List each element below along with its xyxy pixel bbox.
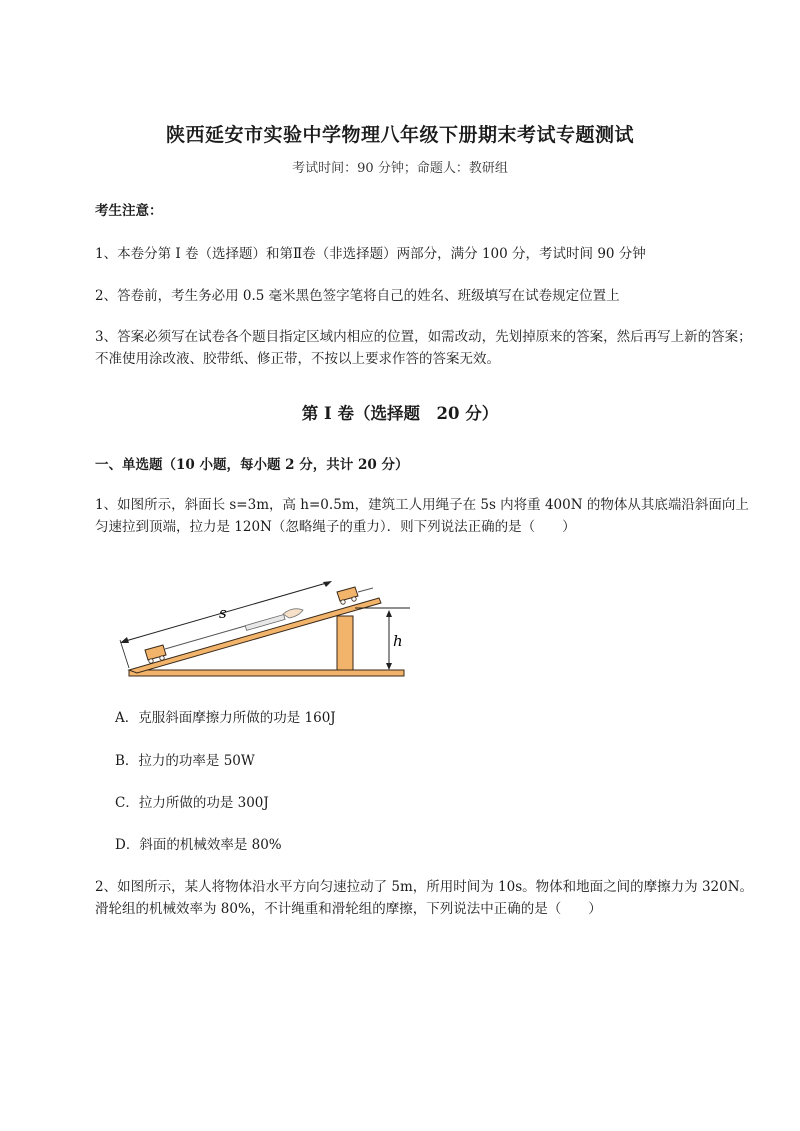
notice-item-1: 1、本卷分第 I 卷（选择题）和第Ⅱ卷（非选择题）两部分，满分 100 分，考试时间 90 分钟	[95, 246, 646, 262]
h-arrow-head-top	[386, 610, 392, 617]
s-label: s	[219, 604, 227, 622]
notice-item-3: 3、答案必须写在试卷各个题目指定区域内相应的位置，如需改动，先划掉原来的答案，然后再写上新的答案；不准使用涂改液、胶带纸、修正带，不按以上要求作答的答案无效。	[95, 329, 752, 367]
s-arrow-head-right	[323, 581, 332, 587]
s-arrow-head-left	[120, 637, 129, 643]
ground-board	[129, 670, 404, 676]
h-arrow-head-bottom	[386, 663, 392, 670]
support-post	[337, 616, 353, 670]
option-d: D．斜面的机械效率是 80%	[115, 837, 282, 853]
notice-heading: 考生注意：	[95, 203, 163, 219]
incline-figure	[115, 570, 415, 685]
question-1-text: 1、如图所示，斜面长 s=3m，高 h=0.5m，建筑工人用绳子在 5s 内将重 400N 的物体从其底端沿斜面向上匀速拉到顶端，拉力是 120N（忽略绳子的重力）．则下列说法正确的是（ ）	[95, 497, 749, 535]
option-b: B．拉力的功率是 50W	[115, 753, 255, 769]
hand	[283, 609, 303, 618]
notice-item-2: 2、答卷前，考生务必用 0.5 毫米黑色签字笔将自己的姓名、班级填写在试卷规定位置上	[95, 288, 620, 304]
question-2-text: 2、如图所示，某人将物体沿水平方向匀速拉动了 5m，所用时间为 10s。物体和地面之间的摩擦力为 320N。滑轮组的机械效率为 80%，不计绳重和滑轮组的摩擦，下列说法中正确的是（ ）	[95, 879, 754, 917]
section-title: 第 I 卷（选择题 20 分）	[301, 404, 499, 423]
exam-info: 考试时间：90 分钟；命题人：教研组	[292, 161, 508, 176]
part-heading: 一、单选题（10 小题，每小题 2 分，共计 20 分）	[95, 457, 409, 473]
page-title: 陕西延安市实验中学物理八年级下册期末考试专题测试	[165, 124, 634, 146]
h-label: h	[393, 632, 403, 650]
option-c: C．拉力所做的功是 300J	[115, 795, 269, 811]
s-ext-left	[120, 640, 129, 668]
option-a: A．克服斜面摩擦力所做的功是 160J	[115, 710, 336, 726]
